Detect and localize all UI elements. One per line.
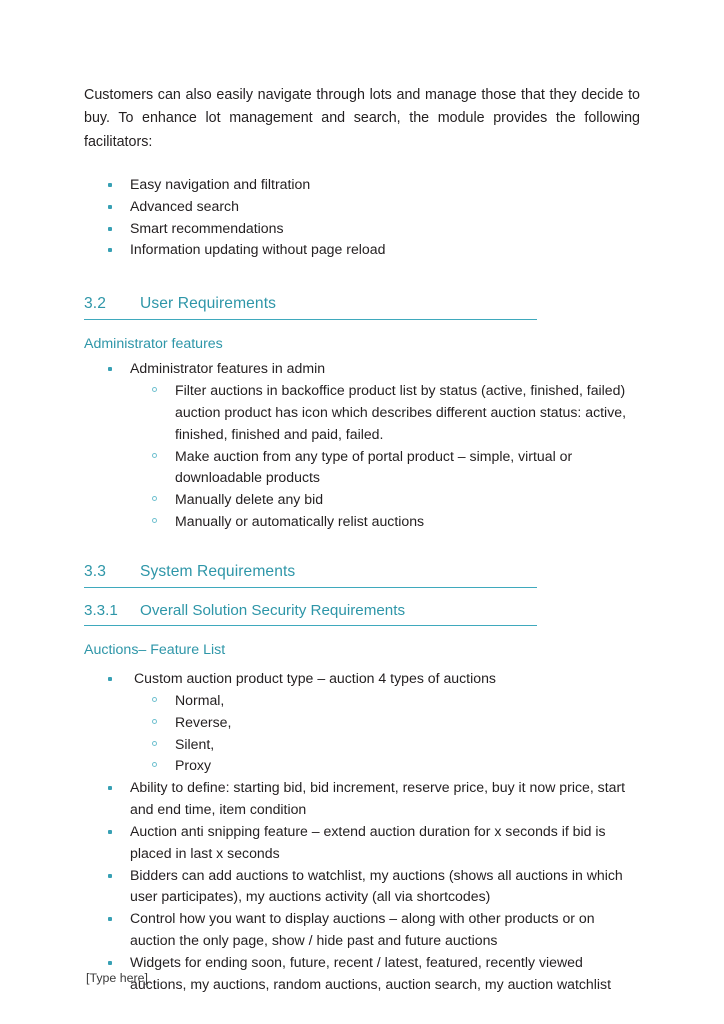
list-item-label: Reverse,: [175, 713, 232, 730]
list-item: [84, 174, 640, 196]
administrator-sub-list: [130, 380, 640, 533]
list-item-label: Advanced search: [130, 197, 239, 214]
list-item: [84, 777, 640, 821]
list-item: [130, 446, 640, 490]
list-item-label: Administrator features in admin: [130, 360, 326, 377]
list-item-label: Bidders can add auctions to watchlist, my auctions (shows all auctions in which user participates), my auctions activity (all via shortcodes): [130, 866, 623, 905]
list-item: [130, 755, 640, 777]
list-item-label: Manually or automatically relist auctions: [175, 513, 425, 530]
list-item: [84, 952, 640, 996]
document-body: [84, 84, 640, 996]
heading-3-3-1: [84, 602, 537, 626]
list-item: [130, 734, 640, 756]
heading-3-2: [84, 295, 537, 320]
auction-types-list: [130, 690, 640, 777]
list-item: [84, 908, 640, 952]
list-item: [84, 196, 640, 218]
list-item-label: Information updating without page reload: [130, 241, 386, 258]
list-item-label: Filter auctions in backoffice product list by status (active, finished, failed) auction product has icon which describes different auction status: active, finished, finished and paid, failed.: [175, 382, 626, 442]
list-item-label: Auction anti snipping feature – extend auction duration for x seconds if bid is placed in last x seconds: [130, 822, 606, 861]
page-footer: [Type here]: [86, 971, 148, 985]
list-item-label: Normal,: [175, 691, 225, 708]
list-item: [84, 865, 640, 909]
list-item: [84, 239, 640, 261]
auction-features-list: [84, 668, 640, 996]
heading-3-2-number: 3.2: [84, 295, 106, 313]
list-item: [84, 358, 640, 533]
list-item-label: Silent,: [175, 735, 215, 752]
heading-3-2-title: User Requirements: [140, 295, 277, 313]
list-item: [130, 489, 640, 511]
facilitators-list: [84, 174, 640, 261]
list-item: [84, 668, 640, 777]
heading-3-3-title: System Requirements: [140, 563, 296, 581]
list-item-label: Manually delete any bid: [175, 491, 324, 508]
list-item: [130, 712, 640, 734]
list-item-label: Proxy: [175, 757, 212, 774]
list-item: [84, 218, 640, 240]
list-item-label: Make auction from any type of portal product – simple, virtual or downloadable products: [175, 447, 573, 486]
list-item-label: Control how you want to display auctions – along with other products or on auction the only page, show / hide past and future auctions: [130, 910, 595, 949]
list-item: [84, 821, 640, 865]
intro-paragraph: Customers can also easily navigate through lots and manage those that they decide to buy. To enhance lot management and search, the module provides the following facilitators:: [84, 87, 640, 150]
list-item-label: Ability to define: starting bid, bid increment, reserve price, buy it now price, start and end time, item condition: [130, 779, 626, 818]
list-item: [130, 511, 640, 533]
heading-3-3: [84, 563, 537, 588]
heading-3-3-1-number: 3.3.1: [84, 602, 118, 620]
subheading-administrator-features: Administrator features: [84, 336, 223, 353]
list-item-label: Widgets for ending soon, future, recent / latest, featured, recently viewed auctions, my auctions, random auctions, auction search, my auction watchlist: [130, 953, 611, 992]
list-item-label: Smart recommendations: [130, 219, 284, 236]
heading-3-3-1-title: Overall Solution Security Requirements: [140, 602, 406, 620]
list-item-label: Easy navigation and filtration: [130, 175, 311, 192]
administrator-features-list: [84, 358, 640, 533]
subheading-auctions-feature-list: Auctions– Feature List: [84, 642, 226, 659]
list-item: [130, 380, 640, 446]
heading-3-3-number: 3.3: [84, 563, 106, 581]
list-item: [130, 690, 640, 712]
list-item-label: Custom auction product type – auction 4 types of auctions: [134, 670, 496, 687]
